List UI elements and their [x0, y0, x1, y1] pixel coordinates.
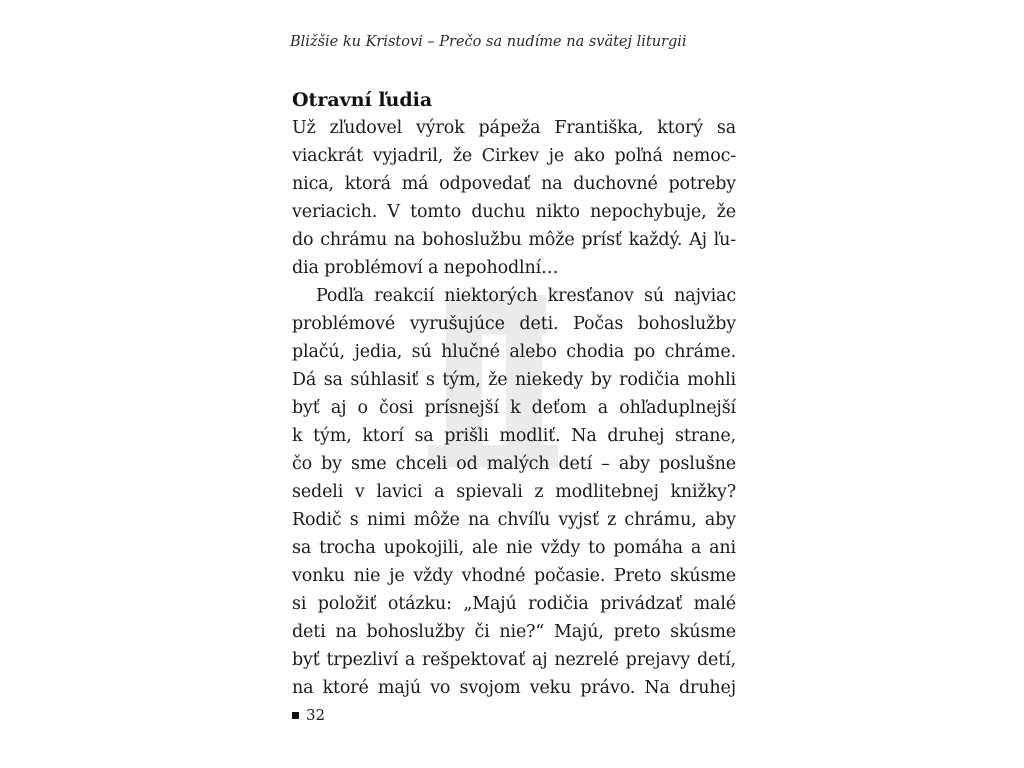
text-line: viackrát vyjadril, že Cirkev je ako poľná nemoc-	[292, 146, 736, 166]
text-line: byť aj o čosi prísnejší k deťom a ohľaduplnejší	[292, 398, 736, 418]
body-text	[292, 114, 736, 702]
text-line: dia problémoví a nepohodlní…	[292, 258, 559, 278]
text-line: plačú, jedia, sú hlučné alebo chodia po chráme.	[292, 342, 736, 362]
text-line: na ktoré majú vo svojom veku právo. Na druhej	[292, 678, 736, 698]
text-line: nica, ktorá má odpovedať na duchovné potreby	[292, 174, 736, 194]
text-line: problémové vyrušujúce deti. Počas bohoslužby	[292, 314, 736, 334]
text-line: veriacich. V tomto duchu nikto nepochybuje, že	[292, 202, 736, 222]
text-line: si položiť otázku: „Majú rodičia privádzať malé	[292, 594, 736, 614]
section-heading: Otravní ľudia	[292, 89, 433, 111]
text-line: byť trpezliví a rešpektovať aj nezrelé prejavy detí,	[292, 650, 736, 670]
running-header: Bližšie ku Kristovi – Prečo sa nudíme na svätej liturgii	[290, 34, 687, 50]
text-line: sedeli v lavici a spievali z modlitebnej knižky?	[292, 482, 736, 502]
page-number: 32	[306, 706, 326, 724]
text-line: do chrámu na bohoslužbu môže prísť každý. Aj ľu-	[292, 230, 736, 250]
square-bullet-icon	[292, 712, 299, 719]
text-line: Už zľudovel výrok pápeža Františka, ktorý sa	[292, 118, 736, 138]
text-line: Rodič s nimi môže na chvíľu vyjsť z chrámu, aby	[292, 510, 736, 530]
page-footer	[292, 706, 325, 724]
text-line: sa trocha upokojili, ale nie vždy to pomáha a ani	[292, 538, 736, 558]
text-line: deti na bohoslužby či nie?“ Majú, preto skúsme	[292, 622, 736, 642]
text-line: k tým, ktorí sa prišli modliť. Na druhej strane,	[292, 426, 736, 446]
text-line: Podľa reakcií niektorých kresťanov sú najviac	[316, 286, 736, 306]
text-line: vonku nie je vždy vhodné počasie. Preto skúsme	[292, 566, 736, 586]
text-line: čo by sme chceli od malých detí – aby poslušne	[292, 454, 736, 474]
text-line: Dá sa súhlasiť s tým, že niekedy by rodičia mohli	[292, 370, 736, 390]
